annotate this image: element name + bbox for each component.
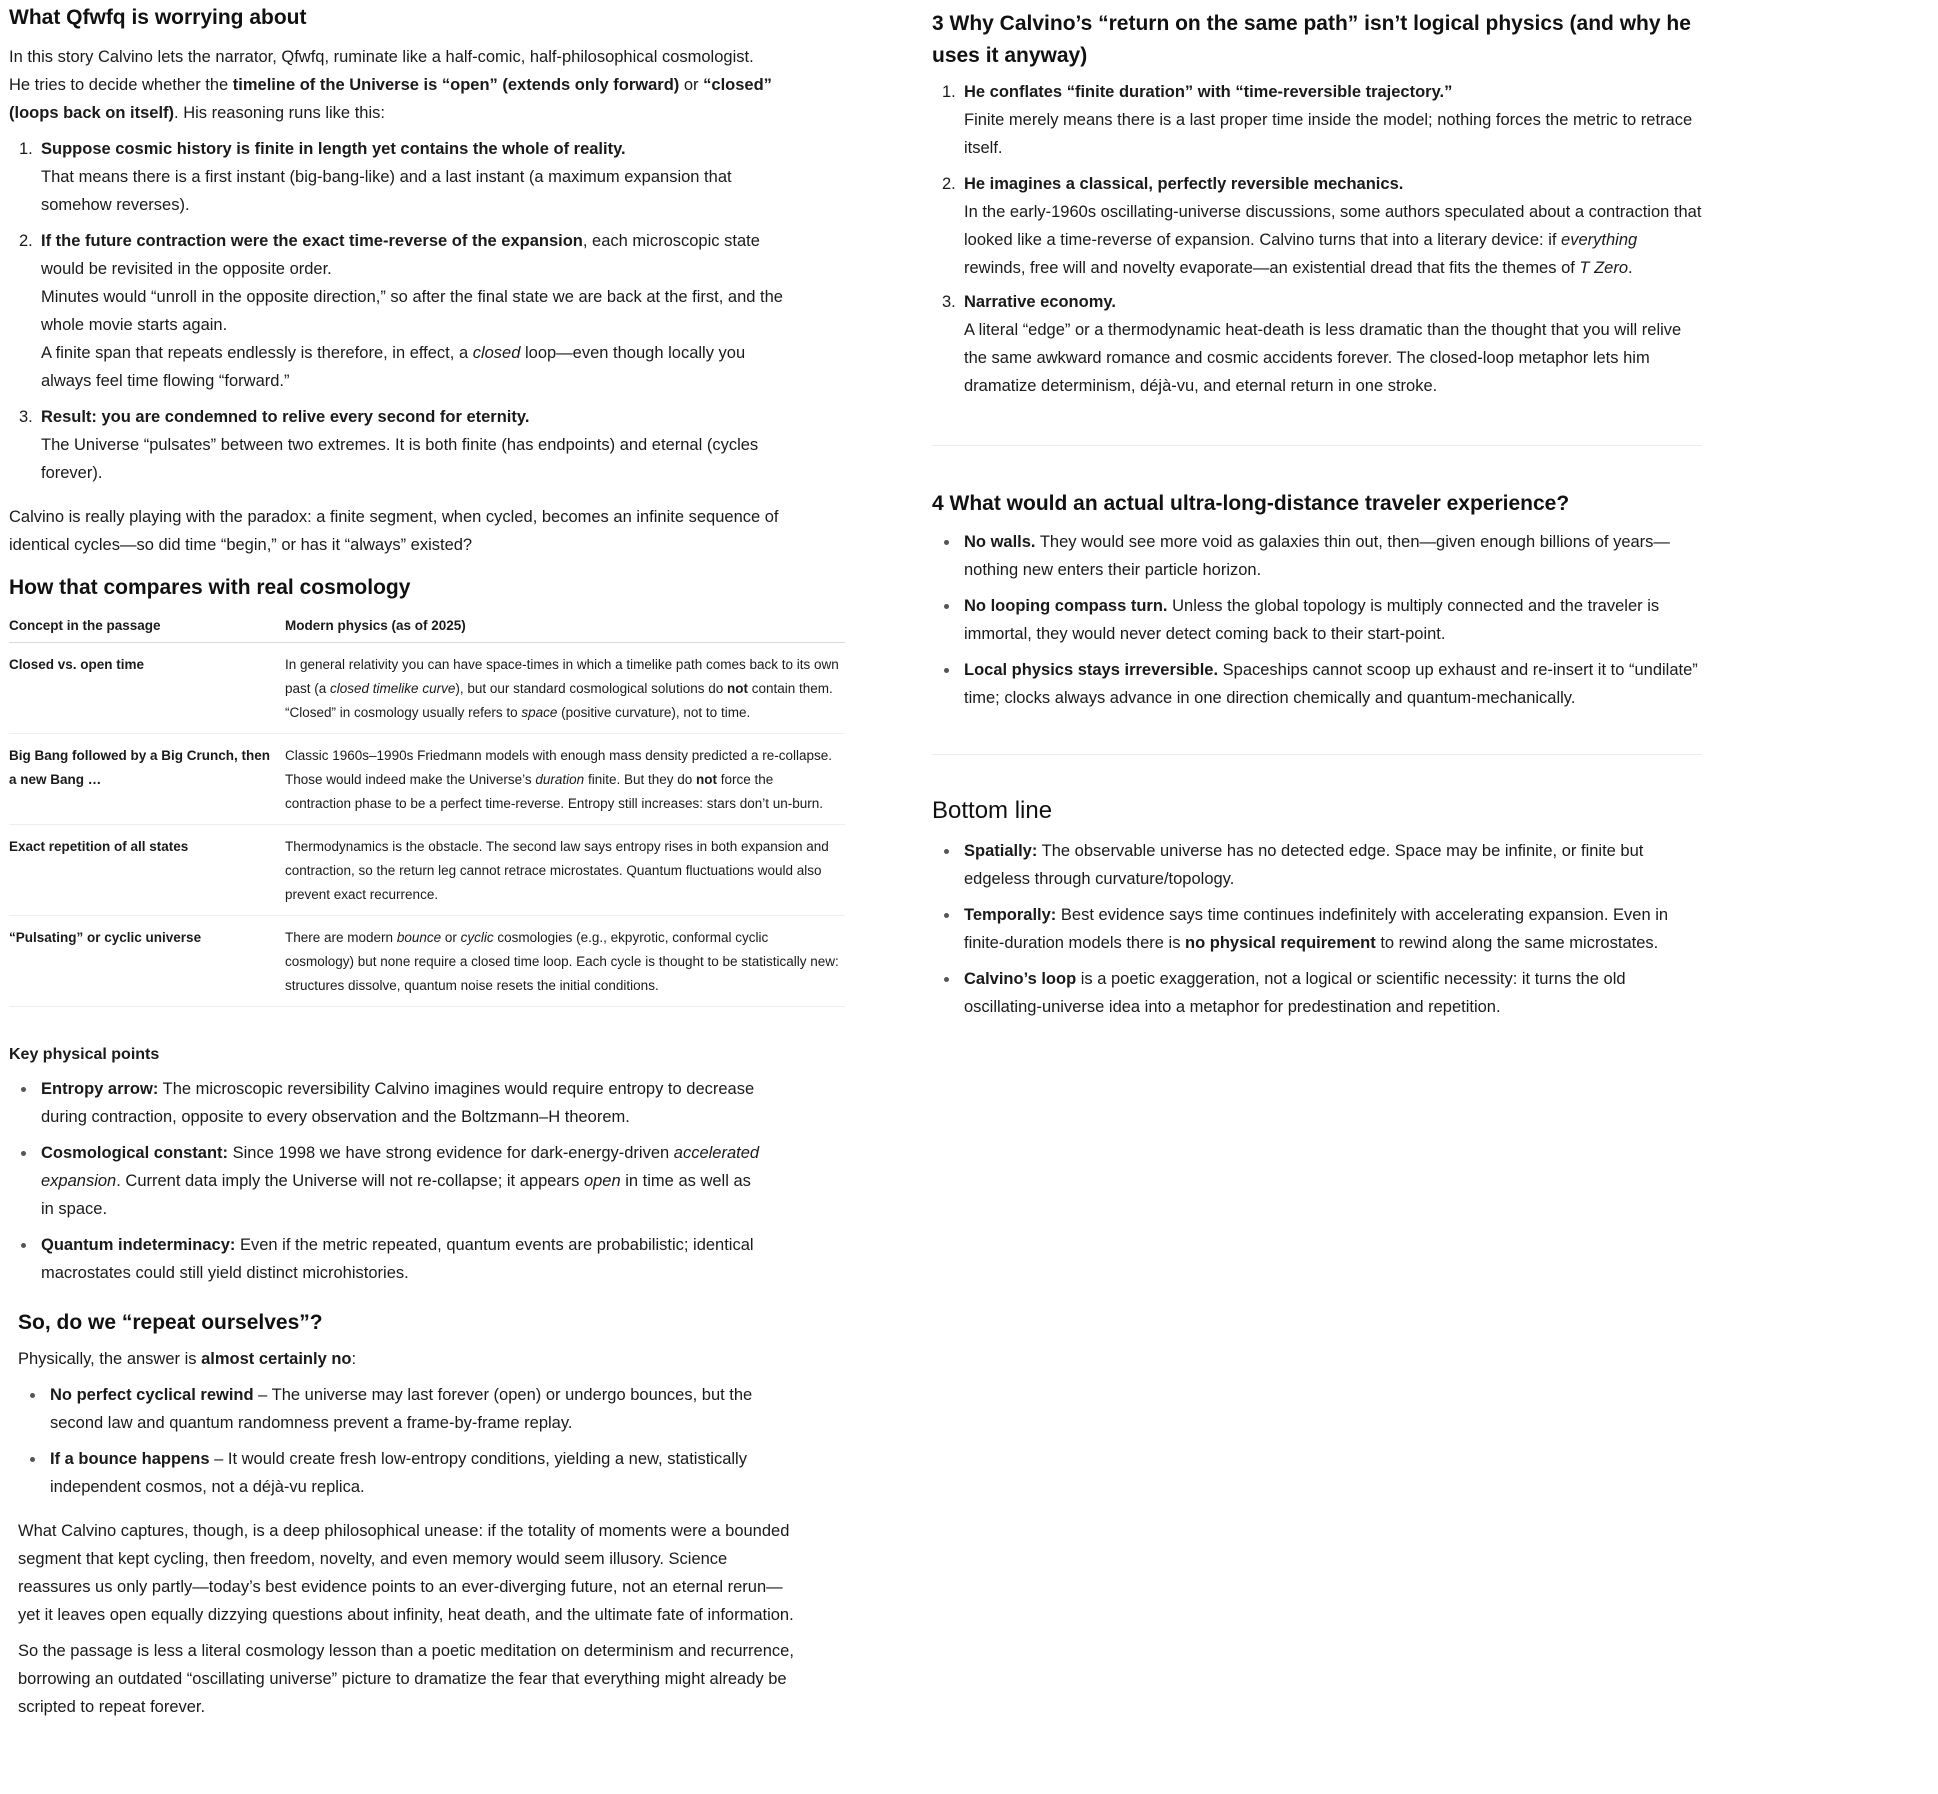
text: A finite span that repeats endlessly is therefore, in effect, a — [41, 344, 473, 362]
answer-paragraph — [18, 1345, 798, 1373]
bullet — [30, 1393, 35, 1398]
text: Classic 1960s–1990s Friedmann models with enough mass density predicted a re-collapse. Those would indeed make the Universe’s — [285, 748, 833, 787]
bold-text: Temporally: — [964, 906, 1057, 924]
table-row — [9, 916, 845, 1007]
text: Since 1998 we have strong evidence for dark-energy-driven — [228, 1144, 674, 1162]
text: or — [441, 930, 461, 945]
table-header-row — [9, 610, 845, 643]
bullet — [30, 1457, 35, 1462]
bold-text: Result: you are condemned to relive every second for eternity. — [41, 408, 530, 426]
italic-text: T Zero — [1579, 259, 1629, 277]
list-item — [932, 170, 1702, 282]
italic-text: bounce — [396, 930, 442, 945]
italic-text: closed — [472, 344, 521, 362]
key-points-list — [9, 1075, 789, 1287]
list-item — [932, 78, 1702, 162]
bold-text: no physical requirement — [1185, 934, 1376, 952]
italic-text: duration — [535, 772, 585, 787]
text: Even if the metric repeated, quantum events are probabilistic; identical macrostates could still yield distinct microhistories. — [41, 1236, 754, 1282]
list-item — [932, 288, 1702, 400]
list-number: 3. — [942, 293, 956, 311]
italic-text: everything — [1561, 231, 1638, 249]
text: In general relativity you can have space-times in which a timelike path comes back to its own past (a — [285, 657, 839, 696]
bold-text: He imagines a classical, perfectly reversible mechanics. — [964, 175, 1404, 193]
text: Unless the global topology is multiply connected and the traveler is immortal, they would never detect coming back to their start-point. — [964, 597, 1660, 643]
bold-text: No looping compass turn. — [964, 597, 1168, 615]
text: – It would create fresh low-entropy conditions, yielding a new, statistically independent cosmos, not a déjà-vu replica. — [50, 1450, 747, 1496]
text: contain them. “Closed” in cosmology usually refers to — [285, 681, 833, 720]
italic-text: open — [583, 1172, 621, 1190]
bold-text: Calvino’s loop — [964, 970, 1077, 988]
list-item — [932, 592, 1684, 648]
list-text: The Universe “pulsates” between two extremes. It is both finite (has endpoints) and eternal (cycles forever). — [41, 436, 759, 482]
left-column — [9, 0, 849, 1721]
list-item — [932, 656, 1712, 712]
qfwfq-intro — [9, 43, 849, 127]
text: Spaceships cannot scoop up exhaust and re-insert it to “undilate” time; clocks always advance in one direction chemically and quantum-mechanically. — [964, 661, 1698, 707]
text: rewinds, free will and novelty evaporate—an existential dread that fits the themes of — [964, 259, 1580, 277]
text: loop—even though locally you always feel time flowing “forward.” — [41, 344, 746, 390]
bottom-line-list — [932, 837, 1702, 1021]
divider — [932, 754, 1702, 755]
bold-text: He conflates “finite duration” with “time-reversible trajectory.” — [964, 83, 1453, 101]
why-calvino-list — [932, 78, 1702, 400]
bold-text: No walls. — [964, 533, 1036, 551]
table-row — [9, 825, 845, 916]
bullet — [21, 1243, 26, 1248]
bullet — [944, 913, 949, 918]
list-item — [9, 1075, 789, 1131]
list-item — [932, 528, 1712, 584]
list-number: 1. — [19, 140, 33, 158]
bold-text: If the future contraction were the exact time-reverse of the expansion — [41, 232, 583, 250]
bold-text: Spatially: — [964, 842, 1038, 860]
bullet — [944, 668, 949, 673]
text: cosmologies (e.g., ekpyrotic, conformal cyclic cosmology) but none require a closed time loop. Each cycle is thought to be statistically new: structures dissolve, quantum noise resets the initial conditions. — [285, 930, 839, 993]
text: Best evidence says time continues indefinitely with accelerating expansion. Even in finite-duration models there is — [964, 906, 1669, 952]
heading-traveler: 4 What would an actual ultra-long-distance traveler experience? — [932, 492, 1570, 515]
list-number: 2. — [19, 232, 33, 250]
bullet — [944, 849, 949, 854]
italic-text: closed timelike curve — [330, 681, 456, 696]
text: in time as well as in space. — [41, 1172, 751, 1218]
bold-text: Entropy arrow: — [41, 1080, 159, 1098]
table-row — [9, 643, 845, 734]
text: – The universe may last forever (open) or undergo bounces, but the second law and quantum randomness prevent a frame-by-frame replay. — [50, 1386, 753, 1432]
text: (positive curvature), not to time. — [557, 705, 751, 720]
table-cell-concept: Closed vs. open time — [9, 643, 285, 734]
text: finite. But they do — [584, 772, 697, 787]
list-number: 1. — [942, 83, 956, 101]
bold-text: Local physics stays irreversible. — [964, 661, 1219, 679]
text: In the early-1960s oscillating-universe discussions, some authors speculated about a contraction that looked like a time-reverse of expansion. Calvino turns that into a literary device: if — [964, 203, 1702, 249]
heading-real-cosmology: How that compares with real cosmology — [9, 576, 411, 599]
repeat-list — [18, 1381, 798, 1501]
text: . — [1628, 259, 1633, 277]
list-item — [9, 135, 789, 219]
bold-text: Suppose cosmic history is finite in length yet contains the whole of reality. — [41, 140, 626, 158]
conclusion-paragraph: So the passage is less a literal cosmology lesson than a poetic meditation on determinism and recurrence, borrowing an outdated “oscillating universe” picture to dramatize the fear that everything might already be scripted to repeat forever. — [18, 1642, 794, 1716]
table-cell-physics — [285, 643, 845, 734]
heading-key-points: Key physical points — [9, 1046, 160, 1063]
italic-text: accelerated expansion — [41, 1144, 760, 1190]
list-number: 2. — [942, 175, 956, 193]
text: He tries to decide whether the — [9, 76, 233, 94]
text: force the contraction phase to be a perfect time-reverse. Entropy still increases: stars don’t un-burn. — [285, 772, 824, 811]
bold-text: If a bounce happens — [50, 1450, 210, 1468]
text: There are modern — [285, 930, 397, 945]
bold-text: almost certainly no — [201, 1350, 352, 1368]
list-item — [9, 403, 789, 487]
reasoning-list — [9, 135, 789, 487]
text: The microscopic reversibility Calvino imagines would require entropy to decrease during contraction, opposite to every observation and the Boltzmann–H theorem. — [41, 1080, 755, 1126]
list-item — [9, 1231, 761, 1287]
list-item — [932, 965, 1664, 1021]
table-cell-concept: Exact repetition of all states — [9, 825, 285, 916]
text: Physically, the answer is — [18, 1350, 202, 1368]
bold-text: not — [696, 772, 718, 787]
heading-why-calvino: 3 Why Calvino’s “return on the same path” isn’t logical physics (and why he uses it anyway) — [932, 12, 1691, 67]
bullet — [21, 1151, 26, 1156]
unease-paragraph: What Calvino captures, though, is a deep philosophical unease: if the totality of moments were a bounded segment that kept cycling, then freedom, novelty, and even memory would seem illusory. Science reassures us only partly—today’s best evidence points to an ever-diverging future, not an eternal rerun—yet it leaves open equally dizzying questions about infinity, heat death, and the ultimate fate of information. — [18, 1522, 794, 1624]
table-cell-physics: Thermodynamics is the obstacle. The second law says entropy rises in both expansion and contraction, so the return leg cannot retrace microstates. Quantum fluctuations would also prevent exact recurrence. — [285, 825, 845, 916]
list-text: That means there is a first instant (big-bang-like) and a last instant (a maximum expansion that somehow reverses). — [41, 168, 732, 214]
text: . Current data imply the Universe will not re-collapse; it appears — [116, 1172, 584, 1190]
repeat-section — [18, 1307, 798, 1721]
comparison-table — [9, 610, 845, 1007]
bullet — [944, 977, 949, 982]
table-cell-physics — [285, 734, 845, 825]
text: is a poetic exaggeration, not a logical or scientific necessity: it turns the old oscillating-universe idea into a metaphor for predestination and repetition. — [964, 970, 1626, 1016]
table-row — [9, 734, 845, 825]
bold-text: No perfect cyclical rewind — [50, 1386, 254, 1404]
bullet — [944, 604, 949, 609]
bold-text: Cosmological constant: — [41, 1144, 229, 1162]
bold-text: Quantum indeterminacy: — [41, 1236, 236, 1254]
list-item — [18, 1445, 770, 1501]
column-header: Concept in the passage — [9, 610, 285, 643]
list-text — [41, 339, 789, 395]
table-cell-concept: Big Bang followed by a Big Crunch, then a new Bang … — [9, 734, 285, 825]
column-header: Modern physics (as of 2025) — [285, 610, 845, 643]
list-text: Finite merely means there is a last proper time inside the model; nothing forces the metric to retrace itself. — [964, 111, 1693, 157]
list-text — [964, 198, 1702, 282]
text: to rewind along the same microstates. — [1375, 934, 1659, 952]
text: . His reasoning runs like this: — [174, 104, 385, 122]
bold-text: not — [726, 681, 748, 696]
heading-repeat: So, do we “repeat ourselves”? — [18, 1311, 323, 1334]
timeline-paragraph — [9, 71, 789, 127]
heading-bottom-line: Bottom line — [932, 797, 1053, 824]
bold-text: Narrative economy. — [964, 293, 1116, 311]
list-text: Minutes would “unroll in the opposite direction,” so after the final state we are back at the first, and the whole movie starts again. — [41, 288, 783, 334]
text: , each microscopic state would be revisited in the opposite order. — [41, 232, 760, 278]
heading-qfwfq: What Qfwfq is worrying about — [9, 6, 307, 29]
paradox-paragraph: Calvino is really playing with the paradox: a finite segment, when cycled, becomes an infinite sequence of identical cycles—so did time “begin,” or has it “always” existed? — [9, 508, 779, 554]
traveler-list — [932, 528, 1712, 712]
list-number: 3. — [19, 408, 33, 426]
bullet — [21, 1087, 26, 1092]
text: : — [351, 1350, 357, 1368]
italic-text: cyclic — [460, 930, 494, 945]
table-cell-concept: “Pulsating” or cyclic universe — [9, 916, 285, 1007]
italic-text: space — [521, 705, 558, 720]
list-item — [18, 1381, 798, 1437]
list-item — [932, 901, 1674, 957]
text: They would see more void as galaxies thin out, then—given enough billions of years—nothing new enters their particle horizon. — [964, 533, 1670, 579]
right-column — [932, 0, 1708, 1021]
intro-paragraph: In this story Calvino lets the narrator, Qfwfq, ruminate like a half-comic, half-philosophical cosmologist. — [9, 48, 754, 66]
text: or — [679, 76, 704, 94]
text: ), but our standard cosmological solutions do — [455, 681, 727, 696]
list-item — [9, 227, 789, 395]
list-text: A literal “edge” or a thermodynamic heat-death is less dramatic than the thought that you will relive the same awkward romance and cosmic accidents forever. The closed-loop metaphor lets him dramatize determinism, déjà-vu, and eternal return in one stroke. — [964, 321, 1682, 395]
table-cell-physics — [285, 916, 845, 1007]
bold-text: “closed” (loops back on itself) — [9, 76, 772, 122]
list-item — [932, 837, 1702, 893]
text: The observable universe has no detected edge. Space may be infinite, or finite but edgeless through curvature/topology. — [964, 842, 1644, 888]
divider — [932, 445, 1702, 446]
bullet — [944, 540, 949, 545]
list-item — [9, 1139, 761, 1223]
bold-text: timeline of the Universe is “open” (extends only forward) — [232, 76, 680, 94]
